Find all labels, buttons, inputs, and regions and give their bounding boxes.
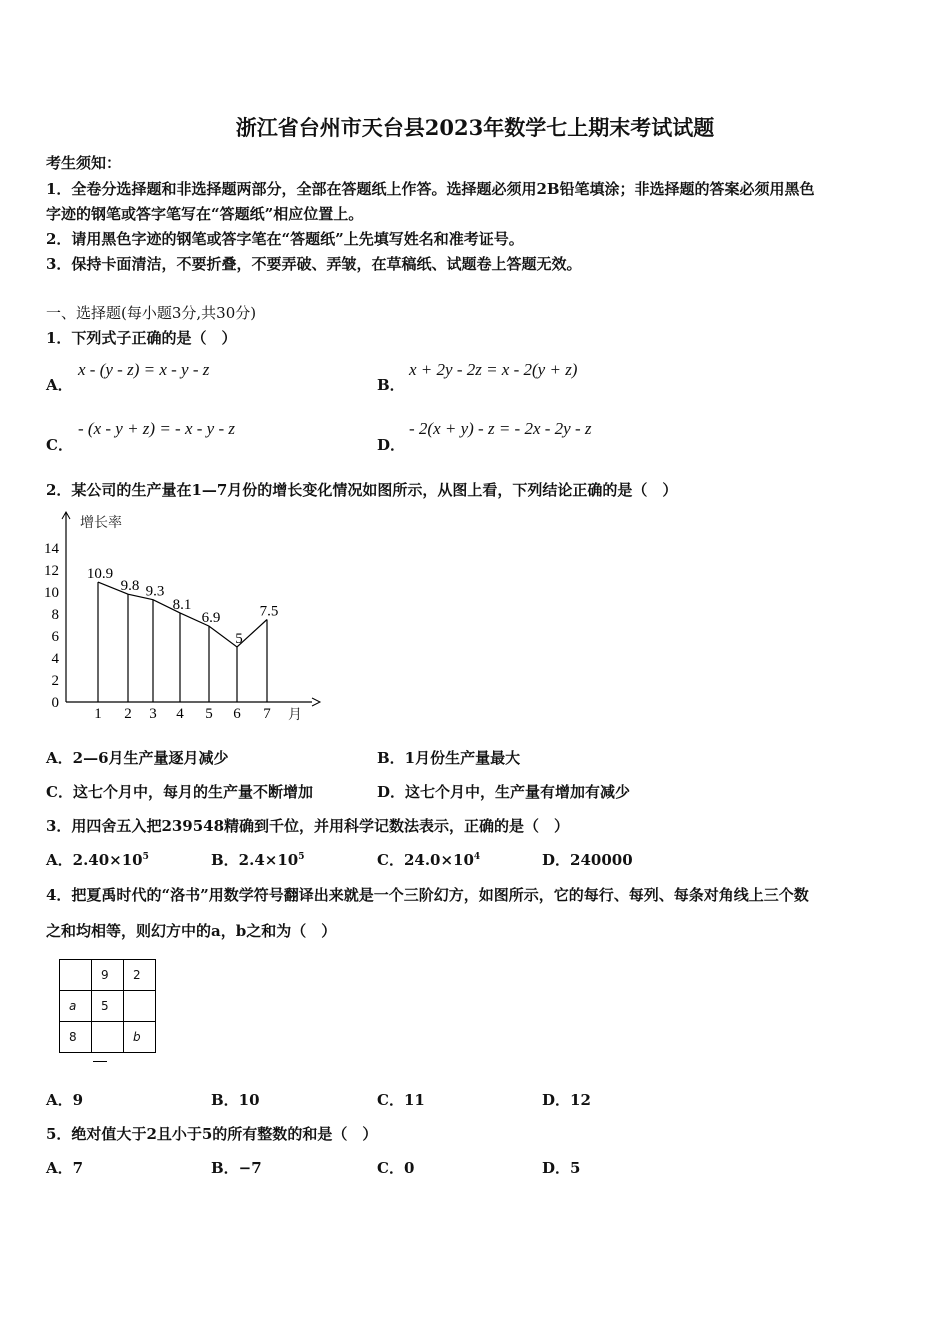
magic-square-cell: 5	[92, 991, 124, 1022]
q4-option-c: C．11	[377, 1091, 425, 1109]
q1-option-d-expr: - 2(x + y) - z = - 2x - 2y - z	[409, 419, 592, 438]
data-label: 8.1	[172, 596, 192, 613]
y-tick-label: 0	[51, 695, 59, 711]
data-label: 7.5	[259, 603, 279, 620]
q5-stem: 5．绝对值大于2且小于5的所有整数的和是（ ）	[46, 1125, 378, 1143]
y-tick-label: 6	[51, 629, 59, 645]
q1-option-d-label: D．	[377, 436, 406, 454]
data-label: 5	[235, 631, 243, 647]
y-axis-label: 增长率	[80, 516, 122, 531]
magic-square	[59, 959, 156, 1053]
magic-square-cell: a	[60, 991, 92, 1022]
x-axis-arrow	[312, 698, 320, 706]
q4-stem-line-1: 4．把夏禹时代的“洛书”用数学符号翻译出来就是一个三阶幻方，如图所示，它的每行、每列、每条对角线上三个数	[46, 886, 809, 904]
y-tick-label: 2	[51, 673, 59, 689]
notice-line-2: 2．请用黑色字迹的钢笔或答字笔在“答题纸”上先填写姓名和准考证号。	[46, 230, 524, 248]
magic-square-cell	[60, 960, 92, 991]
y-tick-label: 12	[44, 563, 59, 579]
q5-option-a: A．7	[46, 1159, 84, 1177]
data-label: 6.9	[201, 610, 221, 627]
x-tick-label: 3	[149, 706, 157, 722]
x-axis-label: 月	[288, 708, 302, 723]
x-tick-label: 1	[94, 706, 102, 722]
q3-option-d: D．240000	[542, 851, 633, 869]
x-tick-label: 7	[263, 706, 271, 722]
section-heading: 一、选择题(每小题3分,共30分)	[46, 304, 257, 322]
q3-option-a-text: A．2.40×10	[46, 851, 143, 869]
q3-option-a	[46, 849, 149, 870]
magic-square-cell: 2	[124, 960, 156, 991]
data-label: 9.3	[145, 583, 165, 600]
q4-stem-line-2: 之和均相等，则幻方中的a，b之和为（ ）	[46, 922, 337, 940]
q2-option-d: D．这七个月中，生产量有增加有减少	[377, 783, 631, 801]
q3-option-a-exponent: 5	[142, 852, 149, 862]
y-tick-label: 8	[51, 607, 59, 623]
data-label: 9.8	[120, 578, 140, 595]
q1-option-b-label: B．	[377, 376, 405, 394]
q5-option-d: D．5	[542, 1159, 581, 1177]
q5-option-b: B．−7	[211, 1159, 262, 1177]
q2-option-c: C．这七个月中，每月的生产量不断增加	[46, 783, 313, 801]
notice-heading: 考生须知：	[46, 154, 122, 172]
q3-option-c-text: C．24.0×10	[377, 851, 474, 869]
magic-square-cell	[92, 1022, 124, 1053]
q4-option-b: B．10	[211, 1091, 260, 1109]
magic-square-cell: 9	[92, 960, 124, 991]
q1-option-a-expr: x - (y - z) = x - y - z	[78, 360, 210, 379]
q1-option-c-expr: - (x - y + z) = - x - y - z	[78, 419, 235, 438]
q3-option-b	[211, 849, 304, 870]
q3-option-b-text: B．2.4×10	[211, 851, 299, 869]
magic-square-cell: 8	[60, 1022, 92, 1053]
magic-square-row	[60, 960, 156, 991]
magic-square-row	[60, 991, 156, 1022]
q1-stem: 1．下列式子正确的是（ ）	[46, 329, 237, 347]
magic-square-cell	[124, 991, 156, 1022]
x-tick-label: 6	[233, 706, 241, 722]
q1-option-b-expr: x + 2y - 2z = x - 2(y + z)	[409, 360, 578, 379]
q1-option-a-label: A．	[46, 376, 73, 394]
q3-option-b-exponent: 5	[298, 852, 305, 862]
notice-line-1b: 字迹的钢笔或答字笔写在“答题纸”相应位置上。	[46, 205, 364, 223]
q2-stem: 2．某公司的生产量在1—7月份的增长变化情况如图所示，从图上看，下列结论正确的是（ ）	[46, 481, 678, 499]
q2-option-b: B．1月份生产量最大	[377, 749, 521, 767]
q4-option-a: A．9	[46, 1091, 84, 1109]
data-label: 10.9	[86, 566, 114, 583]
notice-line-1a: 1．全卷分选择题和非选择题两部分，全部在答题纸上作答。选择题必须用2B铅笔填涂；非选择题的答案必须用黑色	[46, 180, 815, 198]
magic-square-row	[60, 1022, 156, 1053]
q3-option-c	[377, 849, 480, 870]
magic-square-cell: b	[124, 1022, 156, 1053]
q4-option-d: D．12	[542, 1091, 591, 1109]
notice-line-3: 3．保持卡面清洁，不要折叠，不要弄破、弄皱，在草稿纸、试题卷上答题无效。	[46, 255, 582, 273]
x-tick-label: 2	[124, 706, 132, 722]
q3-stem: 3．用四舍五入把239548精确到千位，并用科学记数法表示，正确的是（ ）	[46, 817, 570, 835]
y-tick-label: 14	[44, 541, 59, 557]
x-tick-label: 5	[205, 706, 213, 722]
q2-option-a: A．2—6月生产量逐月减少	[46, 749, 229, 767]
q3-option-c-exponent: 4	[473, 852, 481, 862]
x-tick-label: 4	[176, 706, 184, 722]
grid-underline-mark	[93, 1061, 107, 1062]
y-tick-label: 4	[51, 651, 59, 667]
q1-option-c-label: C．	[46, 436, 73, 454]
page-title: 浙江省台州市天台县2023年数学七上期末考试试题	[235, 115, 715, 140]
y-tick-label: 10	[44, 585, 59, 601]
q5-option-c: C．0	[377, 1159, 415, 1177]
growth-rate-chart	[40, 505, 330, 730]
